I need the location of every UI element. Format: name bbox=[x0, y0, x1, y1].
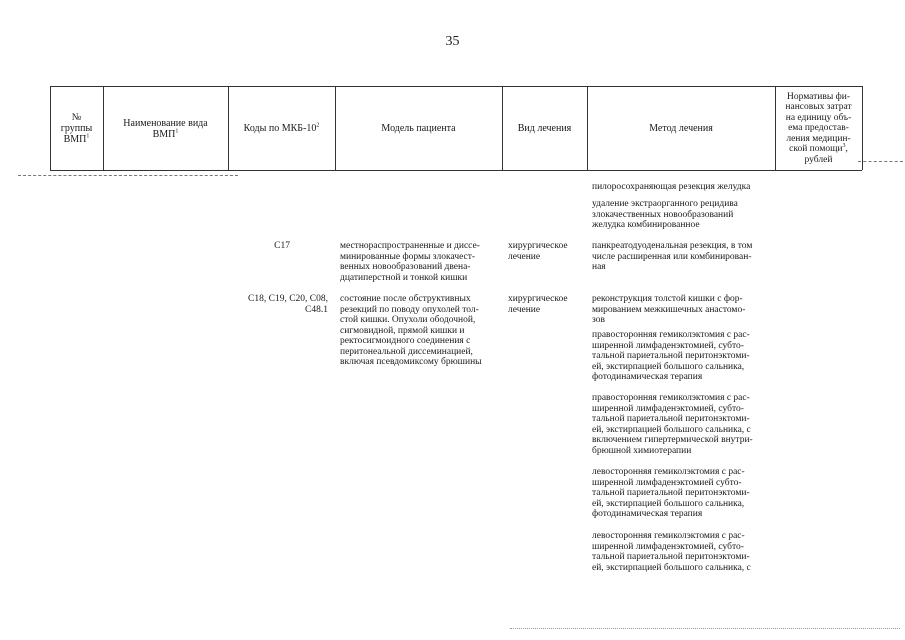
table-cell-icd-code: C17 bbox=[274, 241, 290, 251]
header-icd-codes-text: Коды по МКБ-10 bbox=[243, 123, 317, 134]
table-cell-patient-model: состояние после обструктивных резекций по поводу опухолей тол- стой кишки. Опухоли ободочной, сигмовидной, прямой кишки и ректосигмоидного соединения с перитонеальной диссеминацией, включая псевдомиксому брюшины bbox=[340, 294, 482, 367]
header-patient-model bbox=[335, 87, 502, 170]
footnote-mark: 1 bbox=[175, 128, 179, 135]
table-cell-method: левосторонняя гемиколэктомия с рас- ширенной лимфаденэктомией субто- тальной париетальной перитонэктоми- ей, экстирпацией большого сальника, фотодинамическая терапия bbox=[592, 467, 750, 519]
header-norm-cost bbox=[775, 87, 862, 170]
header-group-number bbox=[50, 87, 103, 170]
table-cell-method: правосторонняя гемиколэктомия с рас- ширенной лимфаденэктомией, субто- тальной париетальной перитонэктоми- ей, экстирпацией большого сальника, фотодинамическая терапия bbox=[592, 330, 750, 382]
table-cell-method: удаление экстраорганного рецидива злокачественных новообразований желудка комбинированное bbox=[592, 199, 738, 230]
table-cell-method: панкреатодуоденальная резекция, в том числе расширенная или комбинирован- ная bbox=[592, 241, 753, 272]
table-cell-method: реконструкция толстой кишки с фор- мированием межкишечных анастомо- зов bbox=[592, 294, 746, 325]
header-group-number-text: № группы ВМП bbox=[60, 112, 93, 145]
table-cell-method: пилоросохраняющая резекция желудка bbox=[592, 182, 751, 192]
footnote-mark: 2 bbox=[316, 122, 320, 129]
table-cell-icd-code: C18, C19, C20, C08, C48.1 bbox=[248, 294, 328, 315]
table-cell-treatment-type: хирургическое лечение bbox=[508, 241, 568, 262]
header-norm-cost-unit: , рублей bbox=[804, 144, 848, 165]
header-patient-model-text: Модель пациента bbox=[381, 123, 456, 134]
table-cell-patient-model: местнораспространенные и диссе- минированные формы злокачест- венных новообразований двена- дцатиперстной и тонкой кишки bbox=[340, 241, 480, 283]
table-cell-treatment-type: хирургическое лечение bbox=[508, 294, 568, 315]
header-vmp-type-name bbox=[103, 87, 228, 170]
scan-artifact-line bbox=[510, 628, 900, 629]
table-cell-method: левосторонняя гемиколэктомия с рас- ширенной лимфаденэктомией, субто- тальной париетальной перитонэктоми- ей, экстирпацией большого сальника, с bbox=[592, 531, 751, 573]
header-treatment-method bbox=[587, 87, 775, 170]
footnote-mark: 1 bbox=[86, 133, 90, 140]
header-treatment-method-text: Метод лечения bbox=[649, 123, 713, 134]
scan-artifact-line bbox=[858, 161, 903, 162]
header-vmp-type-name-text: Наименование вида ВМП bbox=[123, 117, 208, 140]
header-norm-cost-text: Нормативы фи- нансовых затрат на единицу объ- ема предостав- ления медицин- ской помощи bbox=[785, 91, 852, 155]
scan-artifact-line bbox=[18, 175, 238, 176]
column-divider bbox=[862, 86, 863, 170]
table-cell-method: правосторонняя гемиколэктомия с рас- ширенной лимфаденэктомией, субто- тальной париетальной перитонэктоми- ей, экстирпацией большого сальника, с включением гипертермической внутри- брюшной химиотерапии bbox=[592, 393, 753, 456]
header-treatment-type-text: Вид лечения bbox=[517, 123, 572, 134]
header-treatment-type bbox=[502, 87, 587, 170]
footnote-mark: 3 bbox=[842, 143, 846, 150]
header-icd-codes bbox=[228, 87, 335, 170]
page-number: 35 bbox=[445, 34, 460, 49]
table-header-bottom-border bbox=[50, 170, 862, 171]
